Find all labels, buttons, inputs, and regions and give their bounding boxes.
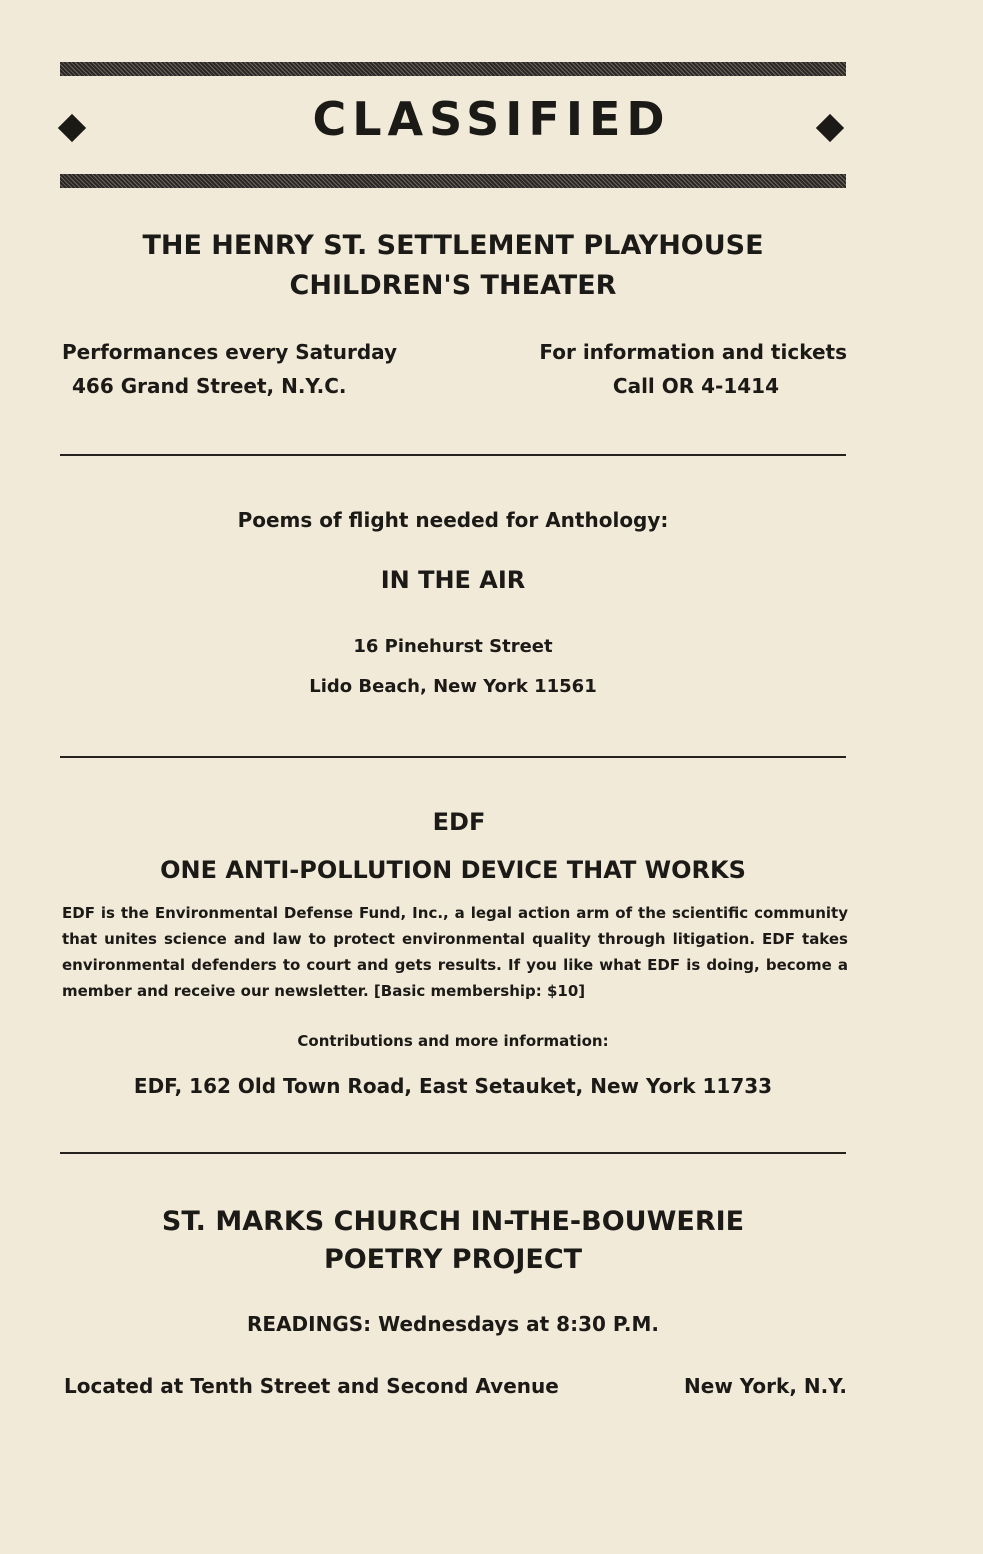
edf-body: EDF is the Environmental Defense Fund, Inc., a legal action arm of the scientific community that unites science and law to protect environmental quality through litigation. EDF takes environmental defenders to court and gets results. If you like what EDF is doing, become a member and receive our newsletter. [Basic membership: $10] [62, 904, 848, 1000]
edf-contrib: Contributions and more information: [297, 1032, 609, 1050]
henry-title-line1: THE HENRY ST. SETTLEMENT PLAYHOUSE [142, 230, 764, 261]
henry-right-line2: Call OR 4-1414 [612, 374, 779, 398]
stmarks-title-line2: POETRY PROJECT [323, 1244, 583, 1275]
edf-address: EDF, 162 Old Town Road, East Setauket, New York 11733 [133, 1074, 773, 1098]
henry-left-line2: 466 Grand Street, N.Y.C. [72, 374, 347, 398]
air-title: IN THE AIR [380, 566, 526, 594]
divider-1 [60, 454, 846, 456]
stmarks-city: New York, N.Y. [684, 1374, 847, 1398]
henry-left-line1: Performances every Saturday [62, 340, 398, 364]
masthead-bottom-bar [60, 174, 846, 188]
henry-right-line1: For information and tickets [539, 340, 847, 364]
divider-3 [60, 1152, 846, 1154]
henry-title-line2: CHILDREN'S THEATER [289, 270, 617, 301]
masthead-title: CLASSIFIED [312, 92, 671, 146]
stmarks-location: Located at Tenth Street and Second Avenue [64, 1374, 559, 1398]
edf-subtitle: ONE ANTI-POLLUTION DEVICE THAT WORKS [160, 856, 746, 884]
air-intro: Poems of flight needed for Anthology: [237, 508, 669, 532]
air-city: Lido Beach, New York 11561 [309, 676, 597, 697]
edf-title: EDF [432, 808, 486, 836]
divider-2 [60, 756, 846, 758]
stmarks-title-line1: ST. MARKS CHURCH IN-THE-BOUWERIE [161, 1206, 745, 1237]
masthead-top-bar [60, 62, 846, 76]
air-street: 16 Pinehurst Street [353, 636, 553, 657]
stmarks-readings: READINGS: Wednesdays at 8:30 P.M. [247, 1312, 659, 1336]
